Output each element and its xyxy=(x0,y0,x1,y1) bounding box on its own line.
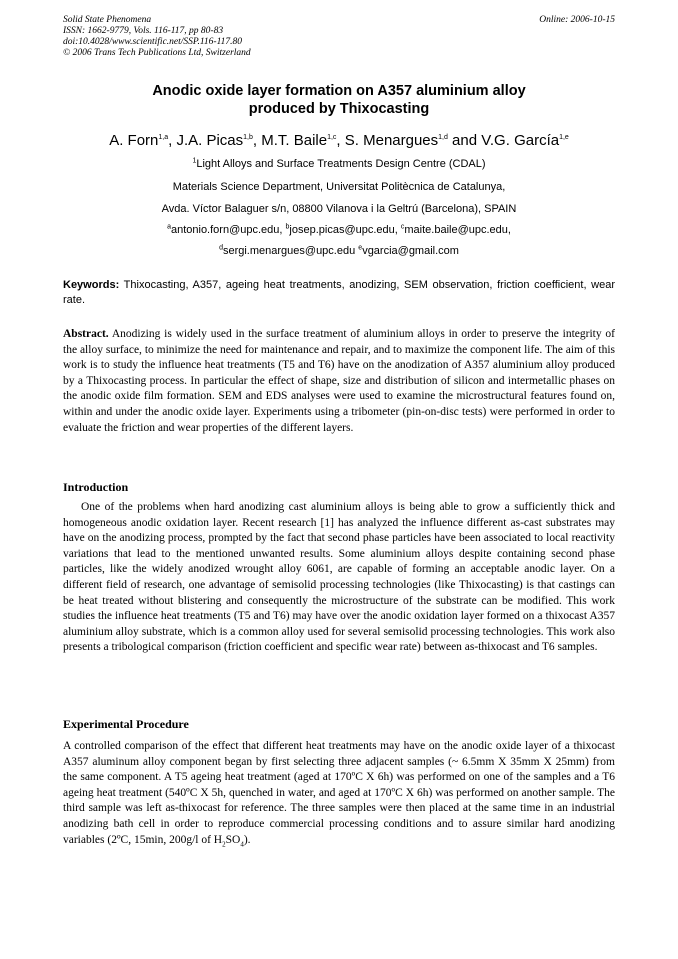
author-separator: and xyxy=(447,132,482,149)
title-line-1: Anodic oxide layer formation on A357 aluminium alloy xyxy=(152,83,526,99)
keywords xyxy=(63,278,615,308)
email-address[interactable]: antonio.forn@upc.edu, xyxy=(170,224,286,236)
email-mark: a xyxy=(167,223,171,231)
author-affil-mark: 1,c xyxy=(327,134,337,141)
email-mark: c xyxy=(400,223,405,231)
affiliation-line-1 xyxy=(63,157,615,171)
introduction-heading: Introduction xyxy=(63,480,129,494)
doi-line[interactable]: doi:10.4028/www.scientific.net/SSP.116-117.80 xyxy=(63,37,242,47)
author-separator: , xyxy=(336,132,345,149)
email-address[interactable]: josep.picas@upc.edu, xyxy=(289,224,401,236)
affiliation-line-2: Materials Science Department, Universitat Politècnica de Catalunya, xyxy=(172,181,506,193)
email-line-2 xyxy=(63,244,615,258)
author-name: J.A. Picas xyxy=(176,132,244,149)
online-date: Online: 2006-10-15 xyxy=(539,15,615,25)
formula-subscript: 4 xyxy=(240,839,244,848)
author-name: S. Menargues xyxy=(344,132,439,149)
author-list xyxy=(63,131,615,151)
experimental-body: A controlled comparison of the effect that different heat treatments may have on the anodic oxide layer of a thixocast A357 aluminum alloy component began by first selecting three adjacent samples (~ 6.5mm X 35mm X 25mm) from the same component. A T5 ageing heat treatment (aged at 170ºC X 6h) was performed on one of the samples and a T6 ageing heat treatment (540ºC X 5h, quenched in water, and aged at 170ºC X 6h) was performed on another sample. The third sample was left as-thixocast for reference. The three samples were then placed at the same time in an industrial anodizing bath cell in order to reproduce commercial processing conditions and to assure similar hard anodizing variables (2ºC, 15min, 200g/l of H xyxy=(63,740,615,846)
keywords-label: Keywords: xyxy=(63,279,120,291)
formula-part: SO xyxy=(225,833,241,846)
email-mark: e xyxy=(358,244,363,252)
experimental-heading: Experimental Procedure xyxy=(63,717,189,731)
author-separator: , xyxy=(168,132,177,149)
affiliation-mark: 1 xyxy=(192,157,197,165)
email-mark: b xyxy=(285,223,290,231)
author-name: M.T. Baile xyxy=(261,132,328,149)
author-separator: , xyxy=(252,132,262,149)
journal-header xyxy=(63,15,251,59)
experimental-text xyxy=(63,739,615,848)
copyright-line: © 2006 Trans Tech Publications Ltd, Switzerland xyxy=(63,48,251,58)
email-address[interactable]: maite.baile@upc.edu, xyxy=(404,224,511,236)
paper-title xyxy=(63,82,615,118)
author-affil-mark: 1,e xyxy=(559,134,569,141)
email-address[interactable]: sergi.menargues@upc.edu xyxy=(222,245,359,257)
abstract-label: Abstract. xyxy=(63,328,109,340)
email-line-1 xyxy=(63,223,615,237)
email-address[interactable]: vgarcia@gmail.com xyxy=(362,245,459,257)
experimental-body-end: ). xyxy=(243,833,251,846)
formula-subscript: 2 xyxy=(222,839,226,848)
keywords-text: Thixocasting, A357, ageing heat treatments, anodizing, SEM observation, friction coefficient, wear rate. xyxy=(63,279,615,306)
email-mark: d xyxy=(219,244,223,252)
title-line-2: produced by Thixocasting xyxy=(248,101,430,117)
journal-name: Solid State Phenomena xyxy=(63,15,152,25)
author-name: A. Forn xyxy=(109,132,159,149)
issn-line: ISSN: 1662-9779, Vols. 116-117, pp 80-83 xyxy=(63,26,224,36)
introduction-text: One of the problems when hard anodizing cast aluminium alloys is being able to grow a sufficiently thick and homogeneous anodic oxidation layer. Recent research [1] has analyzed the influence different as-cast substrates may have on the anodizing process, prompted by the fact that second phase particles have been associated to local reactivity variations that lead to the mentioned unwanted results. Some aluminium alloys despite containing second phase particles, like the widely anodized wrought alloy 6061, are capable of forming an acceptable anodic layer. On a different field of research, one advantage of semisolid processing technologies (like Thixocasting) is that castings can be heat treated without blistering and consequently the microstructure of the substrate can be modified. This work studies the influence heat treatments (T5 and T6) may have over the anodic oxidation layer formed on a thixocast A357 aluminium alloy substrate, which is a common alloy used for several semisolid processing technologies. This work also presents a tribological comparison (friction coefficient and specific wear rate) between as-thixocast and T6 samples. xyxy=(63,501,615,654)
affiliation-text: Light Alloys and Surface Treatments Design Centre (CDAL) xyxy=(196,158,486,170)
author-affil-mark: 1,b xyxy=(243,134,253,141)
abstract xyxy=(63,327,615,436)
abstract-text: Anodizing is widely used in the surface treatment of aluminium alloys in order to preserve the integrity of the alloy surface, to minimize the need for maintenance and repair, and to maximize the component life. The aim of this work is to study the influence heat treatments (T5 and T6) have on the anodization of A357 aluminium alloy produced by a Thixocasting process. In particular the effect of shape, size and distribution of silicon and intermetallic phases on the anodic oxide film formation. SEM and EDS analyses were used to examine the microstructural features found on, within and under the anodic oxide layer. Experiments using a tribometer (pin-on-disc tests) were performed in order to evaluate the friction and wear properties of the different layers. xyxy=(63,328,615,434)
affiliation-line-3: Avda. Víctor Balaguer s/n, 08800 Vilanova i la Geltrú (Barcelona), SPAIN xyxy=(161,203,517,215)
author-name: V.G. García xyxy=(481,132,560,149)
author-affil-mark: 1,d xyxy=(438,134,448,141)
author-affil-mark: 1,a xyxy=(158,134,169,141)
